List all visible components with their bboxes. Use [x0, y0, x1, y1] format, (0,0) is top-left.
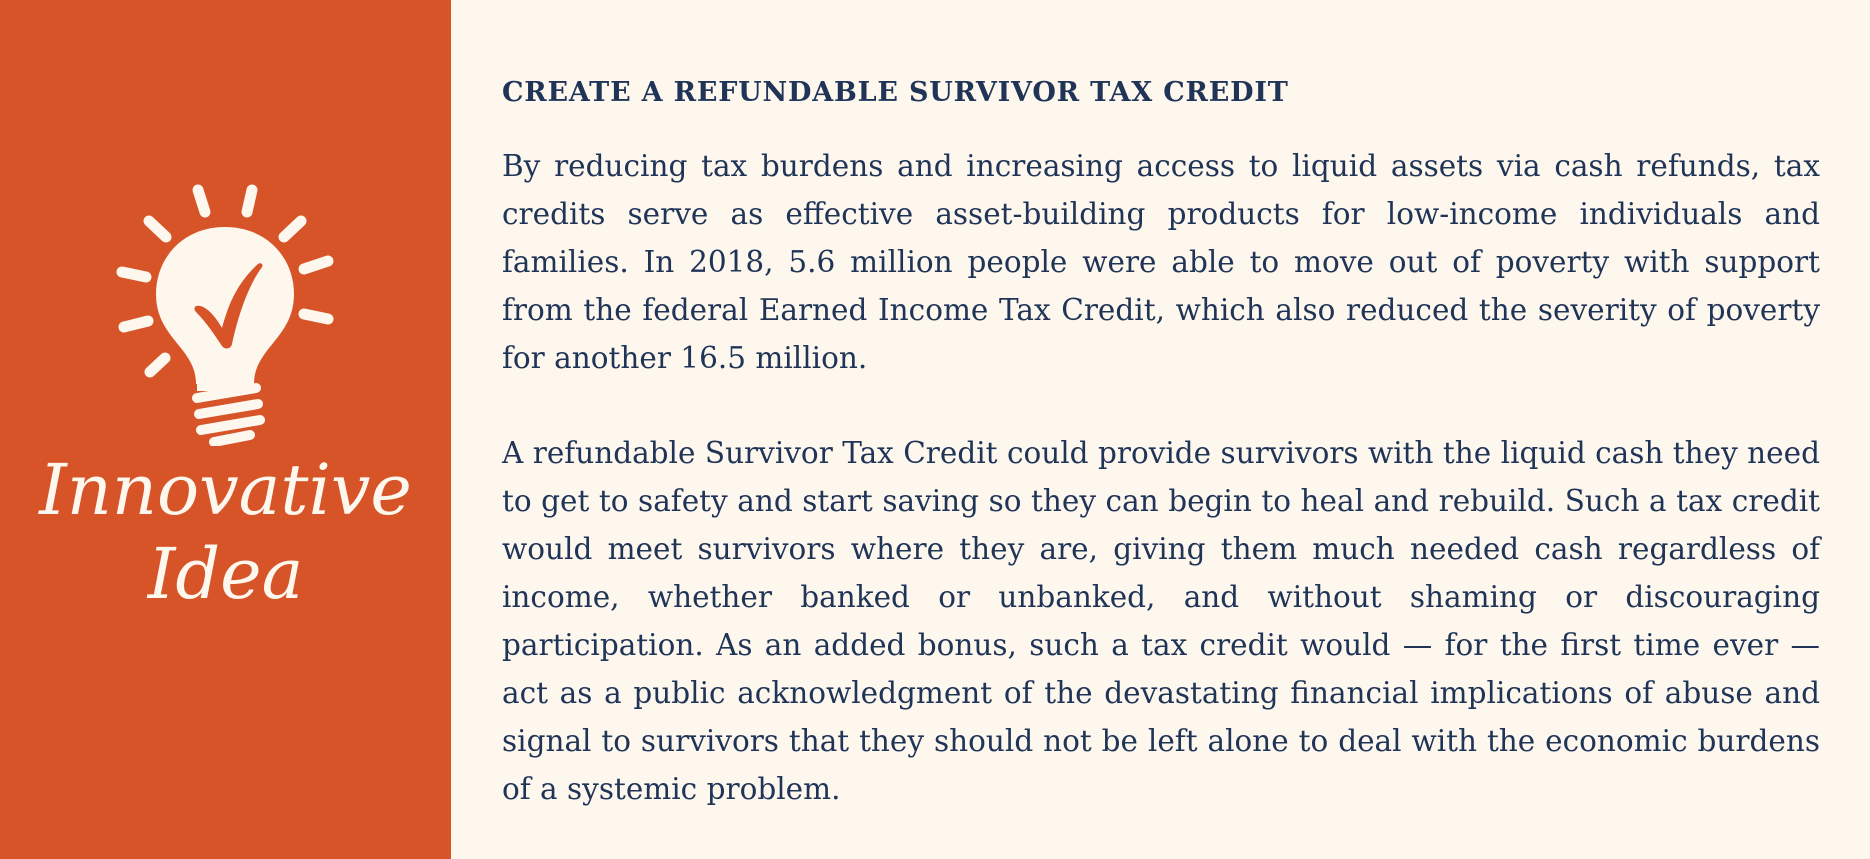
paragraph-2: A refundable Survivor Tax Credit could provide survivors with the liquid cash they need to get to safety and start saving so they can begin to heal and rebuild. Such a tax credit would meet survivors where they are, giving them much needed cash regardless of income, whether banked or unbanked, and without shaming or discouraging participation. As an added bonus, such a tax credit would — for the first time ever — act as a public acknowledgment of the devastating financial implications of abuse and signal to survivors that they should not be left alone to deal with the economic burdens of a systemic problem. [502, 436, 1820, 806]
paragraph-1: By reducing tax burdens and increasing access to liquid assets via cash refunds, tax credits serve as effective asset-building products for low-income individuals and families. In 2018, 5.6 million people were able to move out of poverty with support from the federal Earned Income Tax Credit, which also reduced the severity of poverty for another 16.5 million. [502, 149, 1820, 375]
lightbulb-check-icon [110, 176, 340, 446]
innovative-idea-label [0, 448, 451, 616]
label-line-2: Idea [147, 533, 304, 615]
section-heading: CREATE A REFUNDABLE SURVIVOR TAX CREDIT [502, 77, 1289, 108]
label-line-1: Innovative [39, 449, 412, 531]
innovative-idea-panel [0, 0, 451, 859]
